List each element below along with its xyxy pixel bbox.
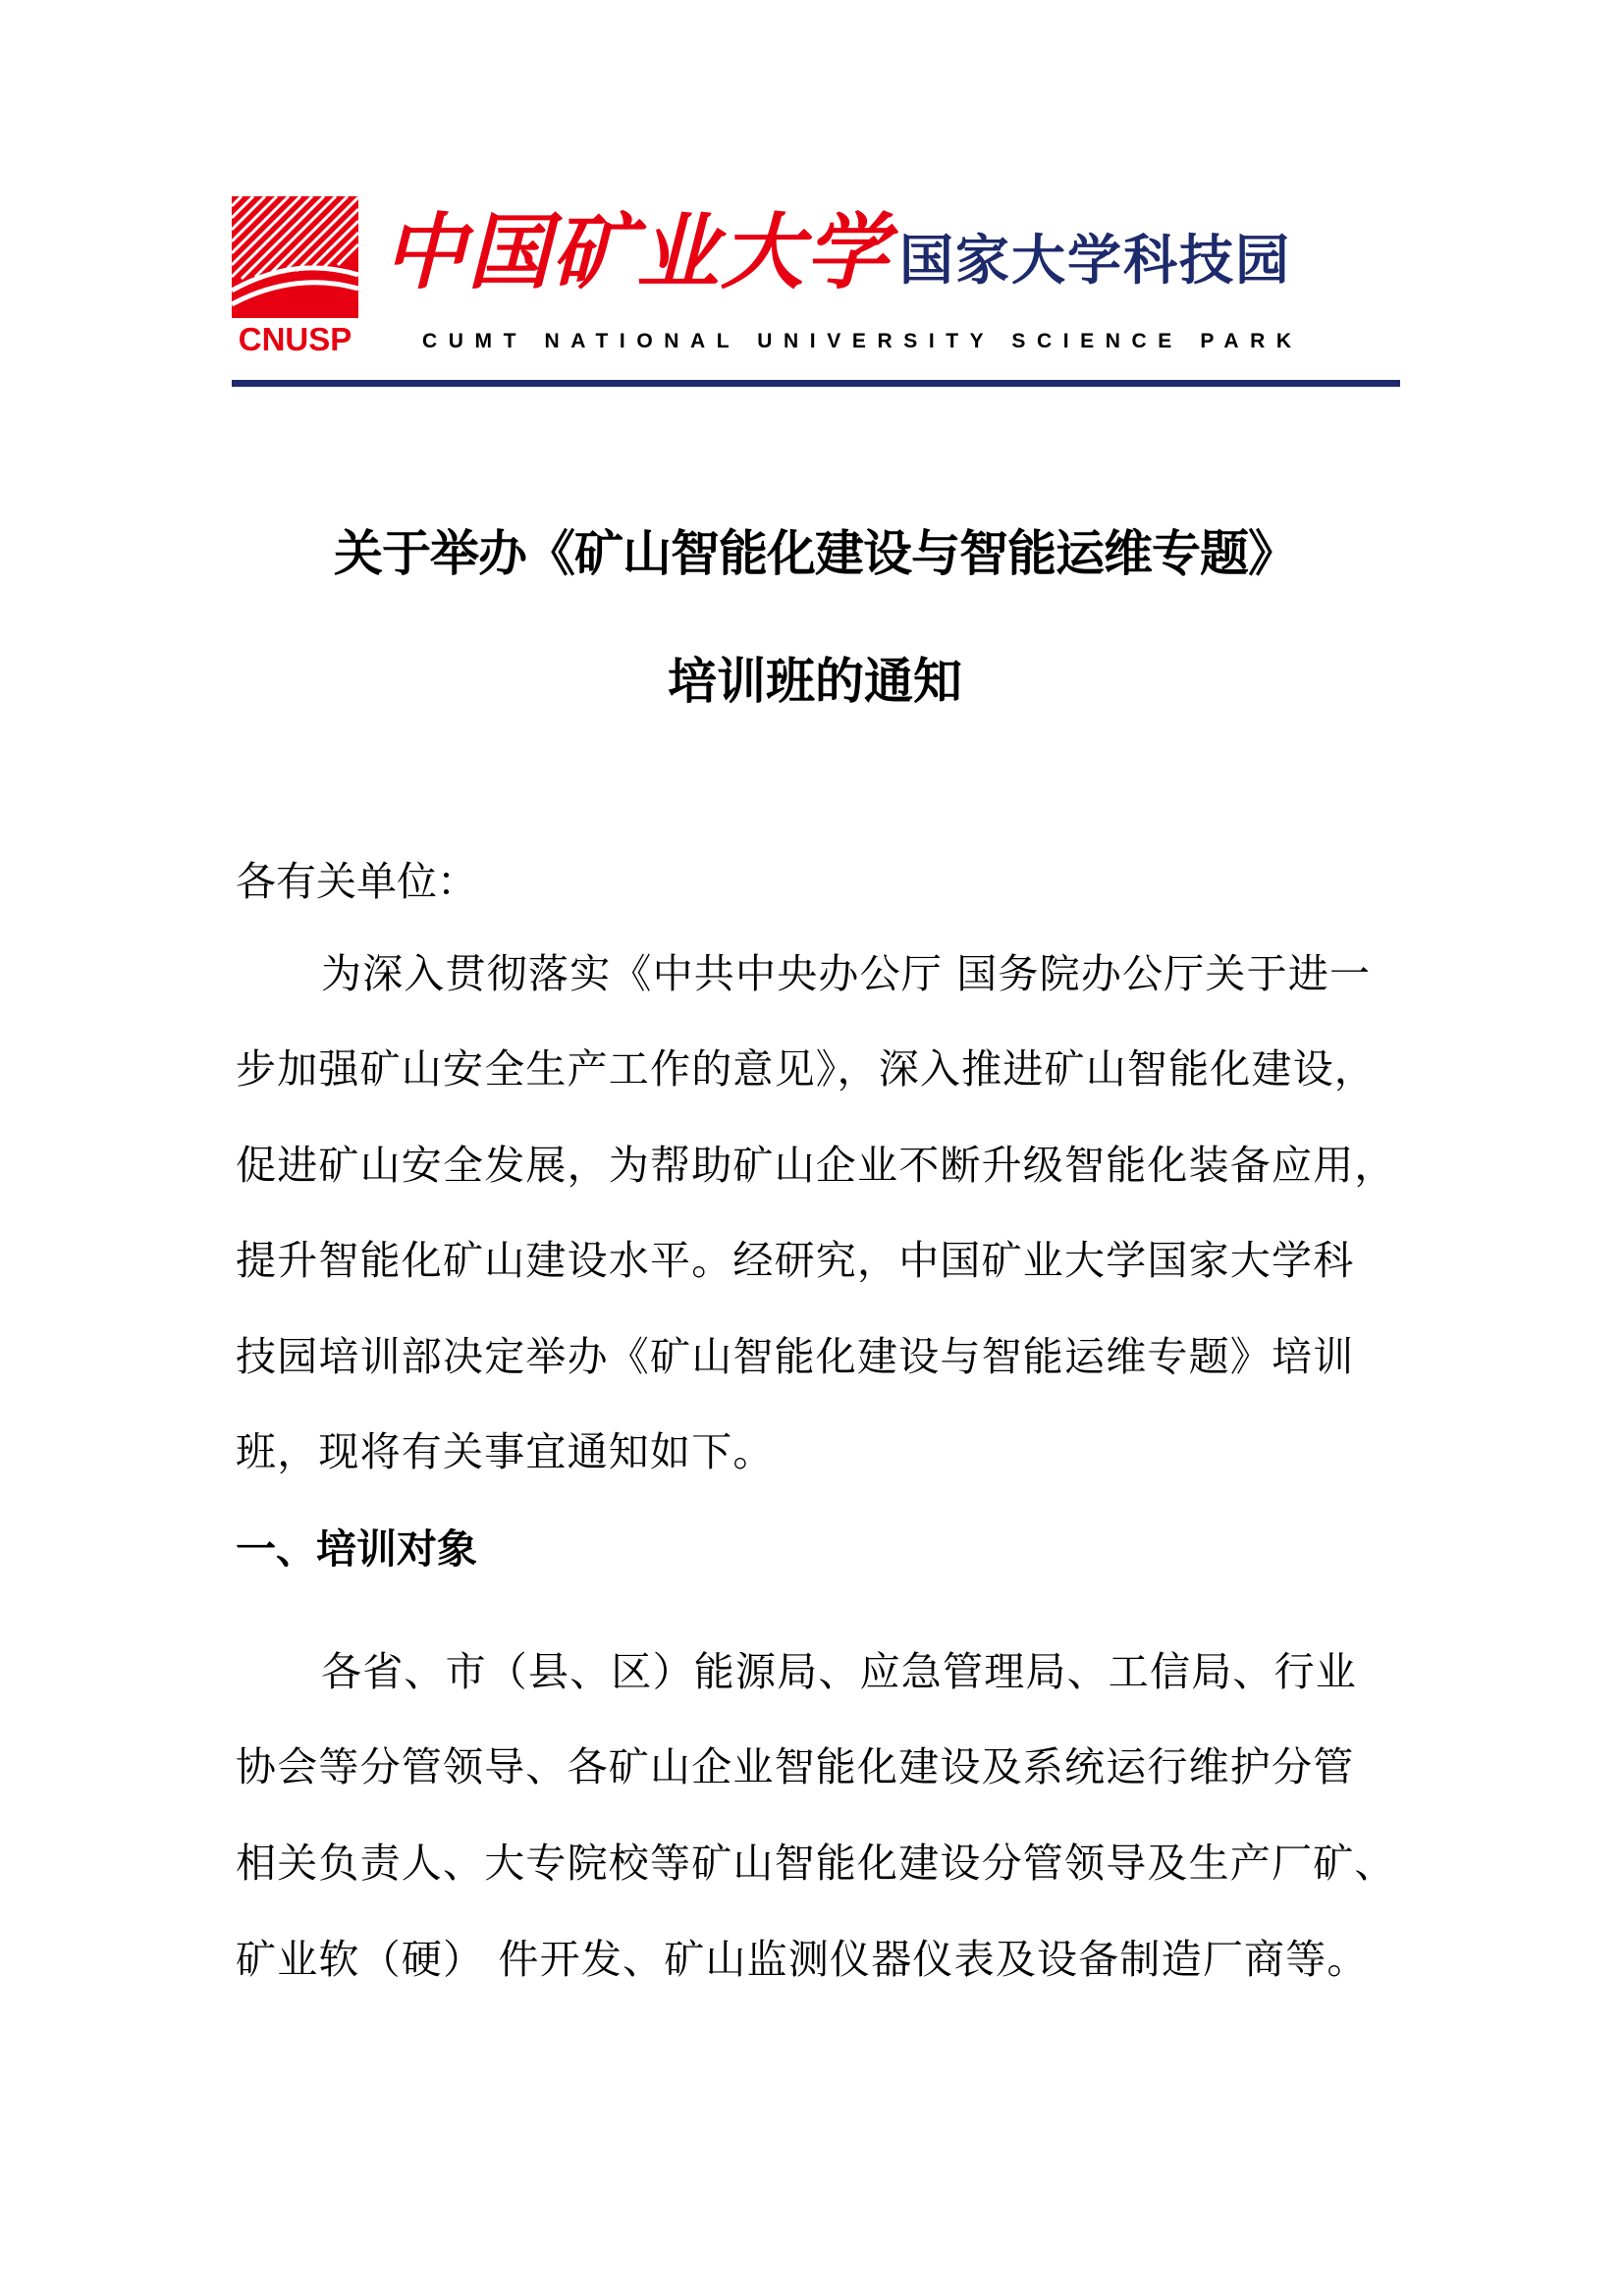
notice-title-line-1: 关于举办《矿山智能化建设与智能运维专题》 <box>334 525 1296 582</box>
section1-line: 各省、市（县、区）能源局、应急管理局、工信局、行业 <box>321 1648 1357 1695</box>
intro-line: 促进矿山安全发展，为帮助矿山企业不断升级智能化装备应用， <box>236 1142 1396 1189</box>
intro-line: 步加强矿山安全生产工作的意见》，深入推进矿山智能化建设， <box>236 1045 1377 1093</box>
cnusp-logo <box>232 196 358 358</box>
science-park-name-cn: 国家大学科技园 <box>899 229 1292 292</box>
salutation: 各有关单位： <box>236 858 477 905</box>
section1-line: 矿业软（硬） 件开发、矿山监测仪器仪表及设备制造厂商等。 <box>236 1936 1369 1983</box>
science-park-name-en: CUMT NATIONAL UNIVERSITY SCIENCE PARK <box>422 330 1303 352</box>
section-heading-training-target: 一、培训对象 <box>236 1525 477 1573</box>
letterhead <box>232 196 1400 393</box>
intro-line: 为深入贯彻落实《中共中央办公厅 国务院办公厅关于进一 <box>321 950 1372 997</box>
section1-line: 协会等分管领导、各矿山企业智能化建设及系统运行维护分管 <box>236 1743 1355 1790</box>
notice-title-line-2: 培训班的通知 <box>668 653 962 710</box>
section1-line: 相关负责人、大专院校等矿山智能化建设分管领导及生产厂矿、 <box>236 1840 1396 1887</box>
logo-caption: CNUSP <box>238 321 352 357</box>
intro-line: 班，现将有关事宜通知如下。 <box>236 1428 775 1475</box>
university-name-cn: 中国矿业大学 <box>383 203 891 300</box>
intro-line: 技园培训部决定举办《矿山智能化建设与智能运维专题》培训 <box>236 1333 1355 1380</box>
intro-line: 提升智能化矿山建设水平。经研究，中国矿业大学国家大学科 <box>236 1237 1355 1284</box>
header-divider <box>232 380 1400 387</box>
